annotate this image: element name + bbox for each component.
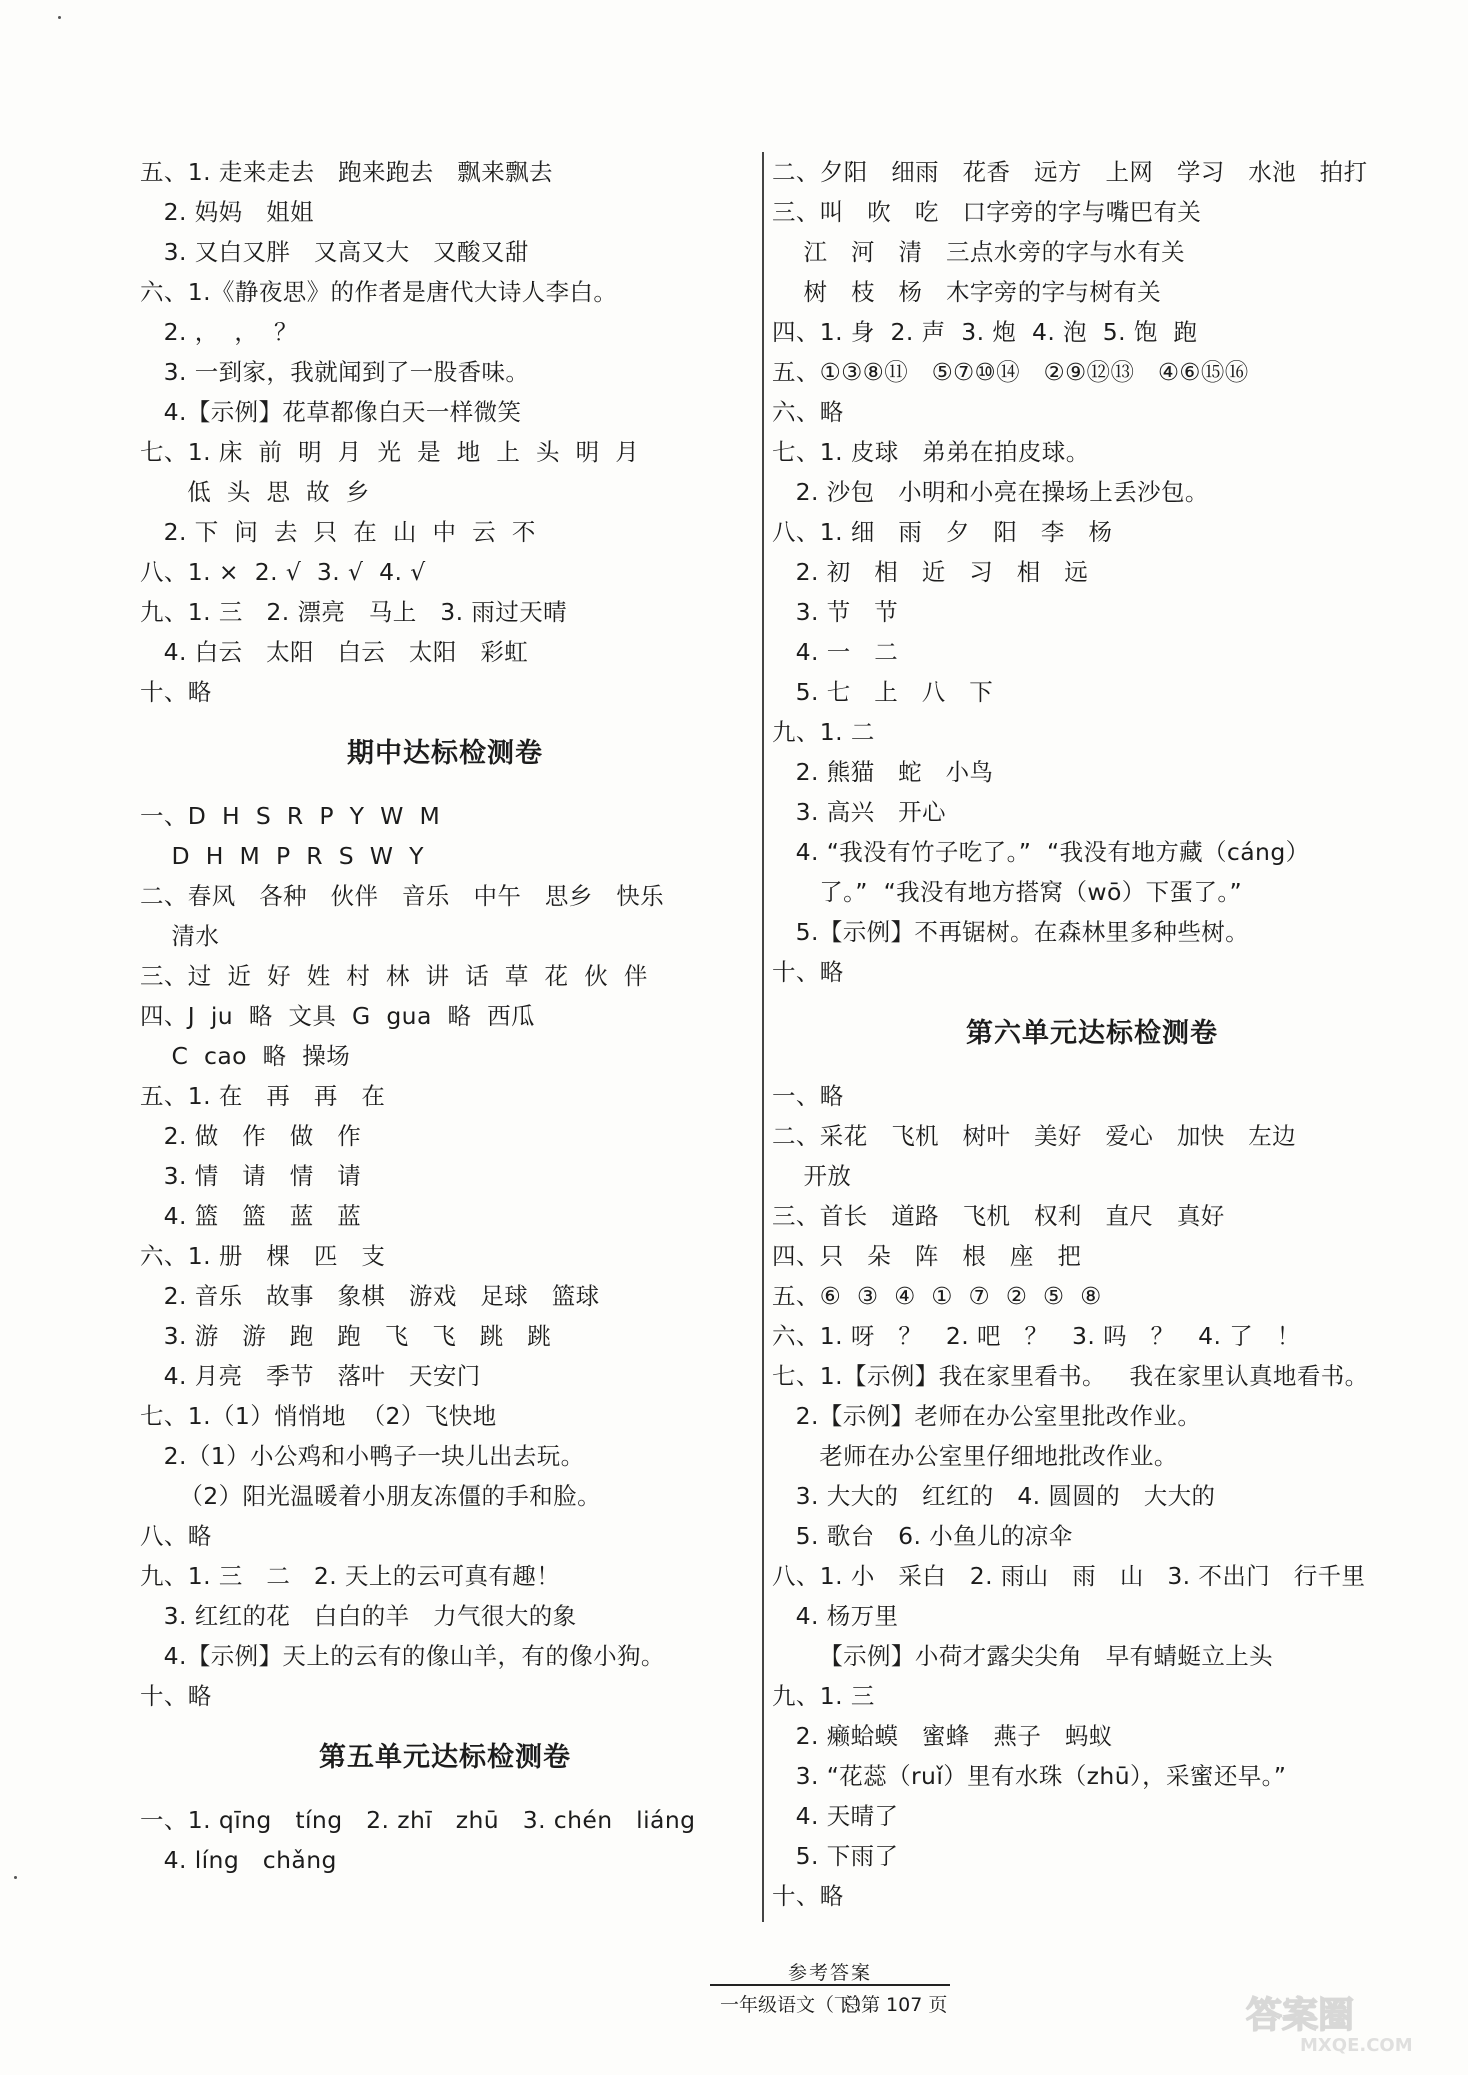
answer-line: 十、略 (772, 1882, 844, 1910)
answer-line: 5.【示例】不再锯树。在森林里多种些树。 (772, 918, 1250, 946)
answer-line: 三、首长 道路 飞机 权利 直尺 真好 (772, 1202, 1225, 1230)
answer-line: 三、过 近 好 姓 村 林 讲 话 草 花 伙 伴 (140, 962, 648, 990)
answer-line: 九、1. 三 (772, 1682, 875, 1710)
answer-line: 4. 白云 太阳 白云 太阳 彩虹 (140, 638, 529, 666)
answer-line: 5. 七 上 八 下 (772, 678, 994, 706)
answer-line: 八、1. 细 雨 夕 阳 李 杨 (772, 518, 1113, 546)
answer-line: 2.【示例】老师在办公室里批改作业。 (772, 1402, 1202, 1430)
answer-line: 3. 高兴 开心 (772, 798, 946, 826)
answer-line: D H M P R S W Y (140, 842, 424, 870)
watermark-text: 答案圈 (1246, 1995, 1355, 2036)
answer-line: 3. 红红的花 白白的羊 力气很大的象 (140, 1602, 577, 1630)
answer-line: 【示例】小荷才露尖尖角 早有蜻蜓立上头 (772, 1642, 1274, 1670)
answer-line: （2）阳光温暖着小朋友冻僵的手和脸。 (140, 1482, 602, 1510)
answer-line: 3. “花蕊（ruǐ）里有水珠（zhū），采蜜还早。” (772, 1762, 1287, 1790)
answer-line: 2. 下 问 去 只 在 山 中 云 不 (140, 518, 536, 546)
column-divider (762, 152, 764, 1922)
answer-line: 5. 下雨了 (772, 1842, 899, 1870)
left-column (140, 152, 750, 1880)
answer-line: 树 枝 杨 木字旁的字与树有关 (772, 278, 1162, 306)
answer-line: 2.（1）小公鸡和小鸭子一块儿出去玩。 (140, 1442, 585, 1470)
footer-page-number: 总第 107 页 (842, 1994, 948, 2016)
answer-line: 六、1. 册 棵 匹 支 (140, 1242, 386, 1270)
speck (14, 1876, 17, 1879)
answer-line: 五、①③⑧⑪ ⑤⑦⑩⑭ ②⑨⑫⑬ ④⑥⑮⑯ (772, 358, 1249, 386)
answer-line: 一、1. qīng tíng 2. zhī zhū 3. chén liáng (140, 1806, 696, 1834)
answer-line: 六、略 (772, 398, 844, 426)
answer-line: 3. 又白又胖 又高又大 又酸又甜 (140, 238, 529, 266)
answer-line: 2. ， ， ？ (140, 318, 298, 346)
answer-line: 2. 熊猫 蛇 小鸟 (772, 758, 994, 786)
answer-line: 二、夕阳 细雨 花香 远方 上网 学习 水池 拍打 (772, 158, 1368, 186)
answer-line: 2. 妈妈 姐姐 (140, 198, 314, 226)
answer-line: 清水 (140, 922, 220, 950)
answer-line: 二、采花 飞机 树叶 美好 爱心 加快 左边 (772, 1122, 1297, 1150)
answer-line: 5. 歌台 6. 小鱼儿的凉伞 (772, 1522, 1073, 1550)
answer-line: 2. 初 相 近 习 相 远 (772, 558, 1089, 586)
answer-line: 2. 做 作 做 作 (140, 1122, 362, 1150)
answer-line: 七、1. 床 前 明 月 光 是 地 上 头 明 月 (140, 438, 640, 466)
answer-line: 八、1. 小 采白 2. 雨山 雨 山 3. 不出门 行千里 (772, 1562, 1366, 1590)
answer-line: 七、1.（1）悄悄地 （2）飞快地 (140, 1402, 497, 1430)
answer-line: 四、1. 身 2. 声 3. 炮 4. 泡 5. 饱 跑 (772, 318, 1198, 346)
answer-line: 老师在办公室里仔细地批改作业。 (772, 1442, 1178, 1470)
watermark-logo (1240, 1987, 1450, 2057)
answer-line: 一、D H S R P Y W M (140, 802, 441, 830)
answer-line: 江 河 清 三点水旁的字与水有关 (772, 238, 1186, 266)
answer-line: 3. 一到家，我就闻到了一股香味。 (140, 358, 530, 386)
answer-line: 四、只 朵 阵 根 座 把 (772, 1242, 1082, 1270)
answer-line: 八、略 (140, 1522, 212, 1550)
watermark-url: MXQE.COM (1300, 2035, 1413, 2056)
answer-line: 十、略 (140, 1682, 212, 1710)
answer-line: 4. 一 二 (772, 638, 899, 666)
answer-line: 开放 (772, 1162, 852, 1190)
answer-line: 4.【示例】天上的云有的像山羊，有的像小狗。 (140, 1642, 665, 1670)
answer-line: 六、1.《静夜思》的作者是唐代大诗人李白。 (140, 278, 618, 306)
answer-line: 4. 杨万里 (772, 1602, 899, 1630)
answer-line: 七、1.【示例】我在家里看书。 我在家里认真地看书。 (772, 1362, 1369, 1390)
answer-line: 五、1. 走来走去 跑来跑去 飘来飘去 (140, 158, 553, 186)
answer-line: 八、1. × 2. √ 3. √ 4. √ (140, 558, 426, 586)
answer-line: C cao 略 操场 (140, 1042, 351, 1070)
answer-line: 九、1. 二 (772, 718, 875, 746)
answer-line: 3. 大大的 红红的 4. 圆圆的 大大的 (772, 1482, 1216, 1510)
answer-line: 九、1. 三 2. 漂亮 马上 3. 雨过天晴 (140, 598, 568, 626)
answer-line: 2. 癞蛤蟆 蜜蜂 燕子 蚂蚁 (772, 1722, 1113, 1750)
answer-line: 九、1. 三 二 2. 天上的云可真有趣！ (140, 1562, 561, 1590)
answer-line: 4. 天晴了 (772, 1802, 899, 1830)
answer-line: 3. 情 请 情 请 (140, 1162, 362, 1190)
answer-line: 低 头 思 故 乡 (140, 478, 370, 506)
answer-line: 五、⑥ ③ ④ ① ⑦ ② ⑤ ⑧ (772, 1282, 1102, 1310)
answer-line: 3. 节 节 (772, 598, 899, 626)
speck (58, 16, 61, 19)
answer-line: 五、1. 在 再 再 在 (140, 1082, 386, 1110)
section-heading: 第五单元达标检测卷 (319, 1742, 571, 1773)
answer-line: 十、略 (772, 958, 844, 986)
footer-grade: 一年级语文（下） (720, 1994, 873, 2016)
right-column (772, 152, 1412, 1916)
answer-line: 3. 游 游 跑 跑 飞 飞 跳 跳 (140, 1322, 552, 1350)
answer-line: 十、略 (140, 678, 212, 706)
answer-line: 4.【示例】花草都像白天一样微笑 (140, 398, 522, 426)
answer-line: 三、叫 吹 吃 口字旁的字与嘴巴有关 (772, 198, 1202, 226)
answer-line: 2. 音乐 故事 象棋 游戏 足球 篮球 (140, 1282, 600, 1310)
answer-line: 四、J ju 略 文具 G gua 略 西瓜 (140, 1002, 535, 1030)
footer-title: 参考答案 (787, 1962, 872, 1984)
answer-line: 一、略 (772, 1082, 844, 1110)
answer-line: 4. líng chǎng (140, 1846, 337, 1874)
section-heading: 期中达标检测卷 (347, 738, 543, 769)
answer-line: 4. “我没有竹子吃了。” “我没有地方藏（cáng） (772, 838, 1310, 866)
answer-line: 4. 月亮 季节 落叶 天安门 (140, 1362, 481, 1390)
answer-line: 二、春风 各种 伙伴 音乐 中午 思乡 快乐 (140, 882, 665, 910)
answer-line: 2. 沙包 小明和小亮在操场上丢沙包。 (772, 478, 1209, 506)
answer-line: 4. 篮 篮 蓝 蓝 (140, 1202, 362, 1230)
answer-line: 七、1. 皮球 弟弟在拍皮球。 (772, 438, 1090, 466)
footer-rule (710, 1984, 950, 1986)
answer-line: 了。” “我没有地方搭窝（wō）下蛋了。” (772, 878, 1243, 906)
answer-line: 六、1. 呀 ？ 2. 吧 ？ 3. 吗 ？ 4. 了 ！ (772, 1322, 1301, 1350)
section-heading: 第六单元达标检测卷 (966, 1018, 1218, 1049)
